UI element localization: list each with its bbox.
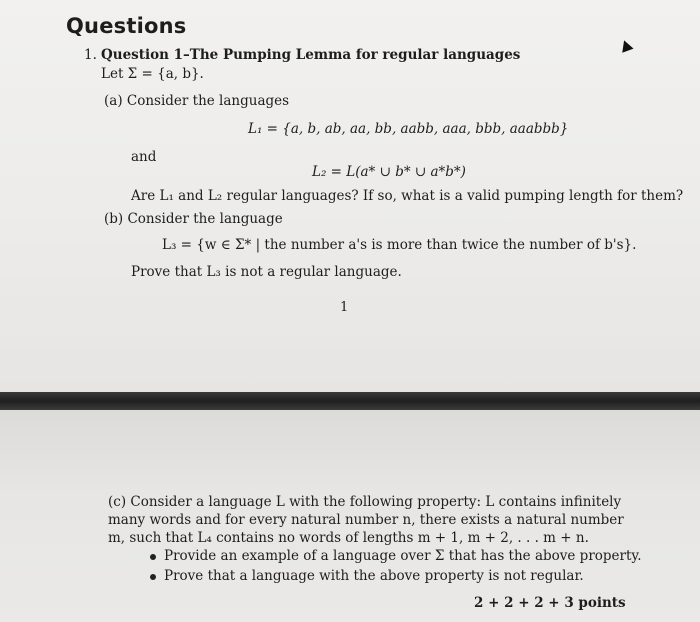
page-divider <box>0 392 700 410</box>
part-b-prove: Prove that L₃ is not a regular language. <box>131 264 402 280</box>
bullet-text: Provide an example of a language over Σ that has the above property. <box>164 548 642 564</box>
question-heading: Question 1–The Pumping Lemma for regular languages <box>101 47 521 63</box>
part-b-label: (b) Consider the language <box>104 211 283 227</box>
bullet-icon <box>150 554 156 560</box>
bullet-item <box>150 548 642 564</box>
bullet-text: Prove that a language with the above property is not regular. <box>164 568 584 584</box>
part-a-question: Are L₁ and L₂ regular languages? If so, what is a valid pumping length for them? <box>131 188 684 204</box>
page-title: Questions <box>66 14 187 38</box>
alphabet-definition: Let Σ = {a, b}. <box>101 66 204 82</box>
language-l2-equation: L₂ = L(a* ∪ b* ∪ a*b*) <box>312 164 466 180</box>
and-text: and <box>131 149 157 165</box>
points-total: 2 + 2 + 2 + 3 points <box>474 595 626 611</box>
part-a-label: (a) Consider the languages <box>104 93 290 109</box>
question-number: 1. <box>84 47 97 63</box>
part-c-text: (c) Consider a language L with the following property: L contains infinitely many words and for every natural number n, there exists a natural number m, such that L₄ contains no words of lengths m + 1, m + 2, . . . m + n. <box>108 494 624 546</box>
page-number: 1 <box>340 300 349 315</box>
bullet-item <box>150 568 584 584</box>
language-l3-equation: L₃ = {w ∈ Σ* | the number a's is more than twice the number of b's}. <box>162 237 637 253</box>
bullet-icon <box>150 574 156 580</box>
language-l1-equation: L₁ = {a, b, ab, aa, bb, aabb, aaa, bbb, aaabbb} <box>248 121 569 137</box>
